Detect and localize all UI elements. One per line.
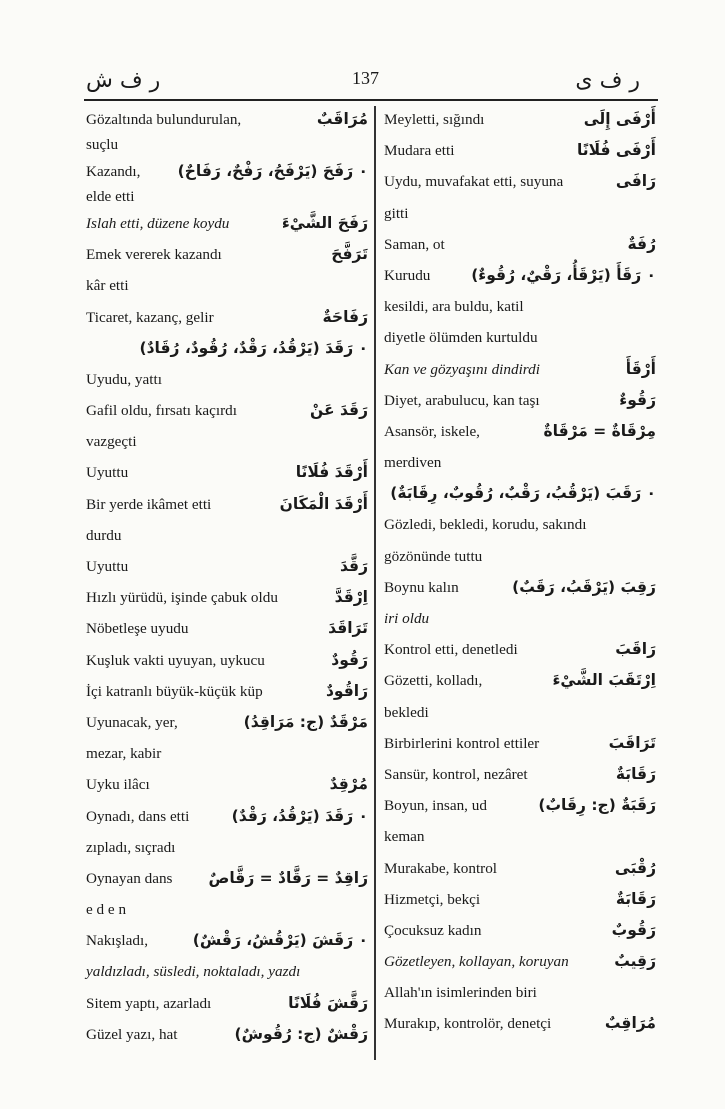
- turkish-meaning: Uyunacak, yer,: [86, 713, 178, 731]
- turkish-meaning: Asansör, iskele,: [384, 422, 480, 440]
- header-left-root: ر ف ش: [86, 68, 161, 93]
- entry-line: [86, 738, 368, 769]
- arabic-headword: ۰ رَقَدَ (يَرْقُدُ، رَقْدٌ، رُقُودٌ، رُقَادٌ): [139, 338, 368, 357]
- entry-line: [384, 385, 656, 416]
- turkish-meaning: Kuşluk vakti uyuyan, uykucu: [86, 651, 265, 669]
- arabic-headword: رَفَحَ الشَّيْءَ: [281, 213, 368, 232]
- turkish-meaning: Uydu, muvafakat etti, suyuna: [384, 173, 564, 191]
- entry-line: [384, 135, 656, 166]
- arabic-headword: تَرَاقَدَ: [328, 619, 368, 638]
- turkish-meaning: yaldızladı, süsledi, noktaladı, yazdı: [86, 963, 301, 981]
- entry-line: [384, 634, 656, 665]
- entry-line: [384, 1008, 656, 1039]
- arabic-headword: رَقِبَ (يَرْقَبُ، رَقَبٌ): [512, 577, 656, 596]
- entry-line: [384, 665, 656, 696]
- turkish-meaning: Allah'ın isimlerinden biri: [384, 984, 537, 1002]
- entry-line: [86, 676, 368, 707]
- turkish-meaning: Meyletti, sığındı: [384, 111, 485, 128]
- turkish-meaning: Çocuksuz kadın: [384, 921, 482, 939]
- entry-line: [86, 333, 368, 364]
- turkish-meaning: e d e n: [86, 901, 127, 919]
- entry-line: [384, 821, 656, 852]
- entry-line: [86, 156, 368, 187]
- entry-line: [86, 302, 368, 333]
- arabic-headword: أَرْفَى إِلَى: [583, 110, 656, 128]
- entry-line: [384, 229, 656, 260]
- entry-line: [86, 707, 368, 738]
- entry-line: [86, 135, 368, 156]
- arabic-headword: رَقَابَةٌ: [615, 764, 656, 783]
- turkish-meaning: Hizmetçi, bekçi: [384, 890, 481, 908]
- turkish-meaning: Güzel yazı, hat: [86, 1025, 178, 1043]
- turkish-meaning: Gözetleyen, kollayan, koruyan: [384, 953, 569, 971]
- entry-line: [384, 853, 656, 884]
- entry-line: [384, 416, 656, 447]
- turkish-meaning: Boynu kalın: [384, 578, 459, 596]
- arabic-headword: مُرَاقَبٌ: [316, 110, 368, 128]
- turkish-meaning: Uyku ilâcı: [86, 776, 150, 794]
- arabic-headword: رَاقِدٌ = رَقَّادٌ = رَقَّاصٌ: [208, 868, 368, 887]
- entry-line: [384, 478, 656, 509]
- entry-line: [384, 509, 656, 540]
- arabic-headword: ۰ رَفَحَ (يَرْفَحُ، رَفْحٌ، رَفَاحٌ): [177, 161, 368, 180]
- turkish-meaning: durdu: [86, 526, 122, 544]
- page-number: 137: [352, 68, 379, 88]
- turkish-meaning: Kazandı,: [86, 162, 141, 180]
- arabic-headword: تَرَفَّحَ: [331, 245, 368, 264]
- turkish-meaning: Murakıp, kontrolör, denetçi: [384, 1015, 552, 1033]
- turkish-meaning: Gözledi, bekledi, korudu, sakındı: [384, 516, 587, 534]
- header-right-root: ر ف ى: [575, 68, 640, 93]
- arabic-headword: رَقَابَةٌ: [615, 889, 656, 908]
- turkish-meaning: Nöbetleşe uyudu: [86, 620, 189, 638]
- turkish-meaning: Nakışladı,: [86, 932, 149, 950]
- arabic-headword: رَقُوءٌ: [619, 390, 656, 409]
- arabic-headword: رَافَى: [615, 172, 656, 191]
- arabic-headword: ۰ رَقَبَ (يَرْقُبُ، رَقْبٌ، رُقُوبٌ، رِقَابَةٌ): [390, 484, 656, 503]
- entry-line: [384, 572, 656, 603]
- turkish-meaning: Oynadı, dans etti: [86, 807, 190, 825]
- entry-line: [384, 977, 656, 1008]
- turkish-meaning: diyetle ölümden kurtuldu: [384, 329, 538, 347]
- turkish-meaning: Hızlı yürüdü, işinde çabuk oldu: [86, 589, 278, 607]
- turkish-meaning: suçlu: [86, 136, 119, 154]
- header-rule: [84, 99, 658, 101]
- entry-line: [86, 208, 368, 239]
- arabic-headword: مُرَاقِبٌ: [604, 1014, 656, 1033]
- turkish-meaning: Bir yerde ikâmet etti: [86, 495, 212, 513]
- entry-line: [86, 894, 368, 925]
- turkish-meaning: vazgeçti: [86, 433, 137, 451]
- turkish-meaning: bekledi: [384, 703, 429, 721]
- page-header: [0, 62, 725, 96]
- entry-line: [86, 239, 368, 270]
- arabic-headword: رَفَاحَةٌ: [322, 307, 368, 326]
- turkish-meaning: kesildi, ara buldu, katil: [384, 298, 524, 316]
- turkish-meaning: Emek vererek kazandı: [86, 246, 222, 264]
- arabic-headword: رُقْبَى: [614, 858, 656, 877]
- entry-line: [86, 364, 368, 395]
- turkish-meaning: Kurudu: [384, 266, 431, 284]
- arabic-headword: تَرَاقَبَ: [608, 733, 656, 752]
- arabic-headword: رُفَةٌ: [627, 234, 656, 253]
- entry-line: [384, 354, 656, 385]
- turkish-meaning: Sansür, kontrol, nezâret: [384, 765, 528, 783]
- entry-line: [86, 832, 368, 863]
- arabic-headword: اِرْقَدَّ: [334, 588, 368, 607]
- arabic-headword: أَرْقَدَ الْمَكَانَ: [279, 494, 368, 513]
- right-column: [384, 104, 656, 1040]
- turkish-meaning: Uyuttu: [86, 558, 129, 576]
- arabic-headword: رَقَبَةٌ (ج: رِقَابٌ): [538, 796, 656, 815]
- turkish-meaning: gözönünde tuttu: [384, 547, 483, 565]
- arabic-headword: مَرْقَدٌ (ج: مَرَاقِدُ): [243, 712, 368, 731]
- entry-line: [384, 603, 656, 634]
- turkish-meaning: Mudara etti: [384, 142, 455, 160]
- arabic-headword: ۰ رَقَشَ (يَرْقُشُ، رَقْشٌ): [192, 931, 368, 950]
- entry-line: [86, 863, 368, 894]
- entry-line: [86, 956, 368, 987]
- arabic-headword: أَرْفَى فُلَانًا: [576, 141, 656, 160]
- entry-line: [384, 884, 656, 915]
- entry-line: [384, 946, 656, 977]
- turkish-meaning: Islah etti, düzene koydu: [86, 214, 230, 232]
- turkish-meaning: Murakabe, kontrol: [384, 859, 498, 877]
- arabic-headword: رَقَّشَ فُلَانًا: [288, 993, 368, 1012]
- entry-line: [384, 260, 656, 291]
- arabic-headword: ۰ رَقَأَ (يَرْقَأُ، رَقْيٌ، رُقُوءٌ): [471, 265, 656, 284]
- turkish-meaning: kâr etti: [86, 277, 129, 295]
- arabic-headword: رَاقَبَ: [615, 640, 656, 659]
- entry-line: [384, 759, 656, 790]
- arabic-headword: أَرْقَدَ فُلَانًا: [295, 463, 368, 482]
- entry-line: [86, 582, 368, 613]
- arabic-headword: رَقِيبٌ: [614, 952, 656, 971]
- turkish-meaning: Uyuttu: [86, 464, 129, 482]
- turkish-meaning: Kontrol etti, denetledi: [384, 641, 518, 659]
- entry-line: [384, 166, 656, 197]
- turkish-meaning: merdiven: [384, 454, 442, 472]
- left-column: [86, 104, 368, 1050]
- entry-line: [384, 198, 656, 229]
- entry-line: [384, 447, 656, 478]
- turkish-meaning: Diyet, arabulucu, kan taşı: [384, 391, 540, 409]
- turkish-meaning: Sitem yaptı, azarladı: [86, 994, 212, 1012]
- entry-line: [86, 769, 368, 800]
- turkish-meaning: Gafil oldu, fırsatı kaçırdı: [86, 402, 237, 420]
- turkish-meaning: gitti: [384, 204, 409, 222]
- turkish-meaning: Gözaltında bulundurulan,: [86, 111, 242, 128]
- entry-line: [86, 489, 368, 520]
- entry-line: [384, 697, 656, 728]
- arabic-headword: مِرْقَاةٌ = مَرْقَاةٌ: [543, 421, 656, 440]
- entry-line: [86, 613, 368, 644]
- arabic-headword: أَرْقَأَ: [625, 359, 656, 378]
- entry-line: [86, 426, 368, 457]
- arabic-headword: رَقَدَ عَنْ: [310, 401, 368, 420]
- entry-line: [384, 291, 656, 322]
- turkish-meaning: Ticaret, kazanç, gelir: [86, 308, 214, 326]
- entry-line: [86, 270, 368, 301]
- arabic-headword: رَقْشٌ (ج: رُقُوشٌ): [234, 1024, 368, 1043]
- turkish-meaning: keman: [384, 828, 425, 846]
- entry-line: [384, 790, 656, 821]
- entry-line: [86, 104, 368, 135]
- entry-line: [86, 551, 368, 582]
- entry-line: [86, 1019, 368, 1050]
- entry-line: [384, 322, 656, 353]
- turkish-meaning: Uyudu, yattı: [86, 370, 162, 388]
- entry-line: [86, 395, 368, 426]
- entry-line: [384, 915, 656, 946]
- arabic-headword: رَقَّدَ: [339, 557, 368, 576]
- entry-line: [86, 925, 368, 956]
- turkish-meaning: zıpladı, sıçradı: [86, 838, 176, 856]
- entry-line: [86, 801, 368, 832]
- arabic-headword: اِرْتَقَبَ الشَّيْءَ: [552, 671, 656, 690]
- entry-line: [86, 645, 368, 676]
- turkish-meaning: elde etti: [86, 188, 135, 206]
- turkish-meaning: Birbirlerini kontrol ettiler: [384, 734, 540, 752]
- arabic-headword: رَاقُودٌ: [325, 681, 368, 700]
- turkish-meaning: iri oldu: [384, 610, 430, 627]
- entry-line: [86, 187, 368, 208]
- turkish-meaning: Oynayan dans: [86, 869, 173, 887]
- arabic-headword: رَقُوبٌ: [611, 920, 656, 939]
- entry-line: [86, 457, 368, 488]
- entry-line: [384, 541, 656, 572]
- entry-line: [86, 520, 368, 551]
- turkish-meaning: Boyun, insan, ud: [384, 797, 487, 815]
- turkish-meaning: Kan ve gözyaşını dindirdi: [384, 360, 540, 378]
- entry-line: [384, 104, 656, 135]
- turkish-meaning: İçi katranlı büyük-küçük küp: [86, 682, 263, 700]
- arabic-headword: مُرْقِدٌ: [329, 775, 368, 794]
- column-divider: [374, 106, 376, 1060]
- entry-line: [384, 728, 656, 759]
- turkish-meaning: mezar, kabir: [86, 745, 162, 763]
- turkish-meaning: Gözetti, kolladı,: [384, 672, 483, 690]
- arabic-headword: رَقُودٌ: [331, 650, 368, 669]
- turkish-meaning: Saman, ot: [384, 235, 445, 253]
- arabic-headword: ۰ رَقَدَ (يَرْقُدُ، رَقْدٌ): [231, 806, 368, 825]
- entry-line: [86, 988, 368, 1019]
